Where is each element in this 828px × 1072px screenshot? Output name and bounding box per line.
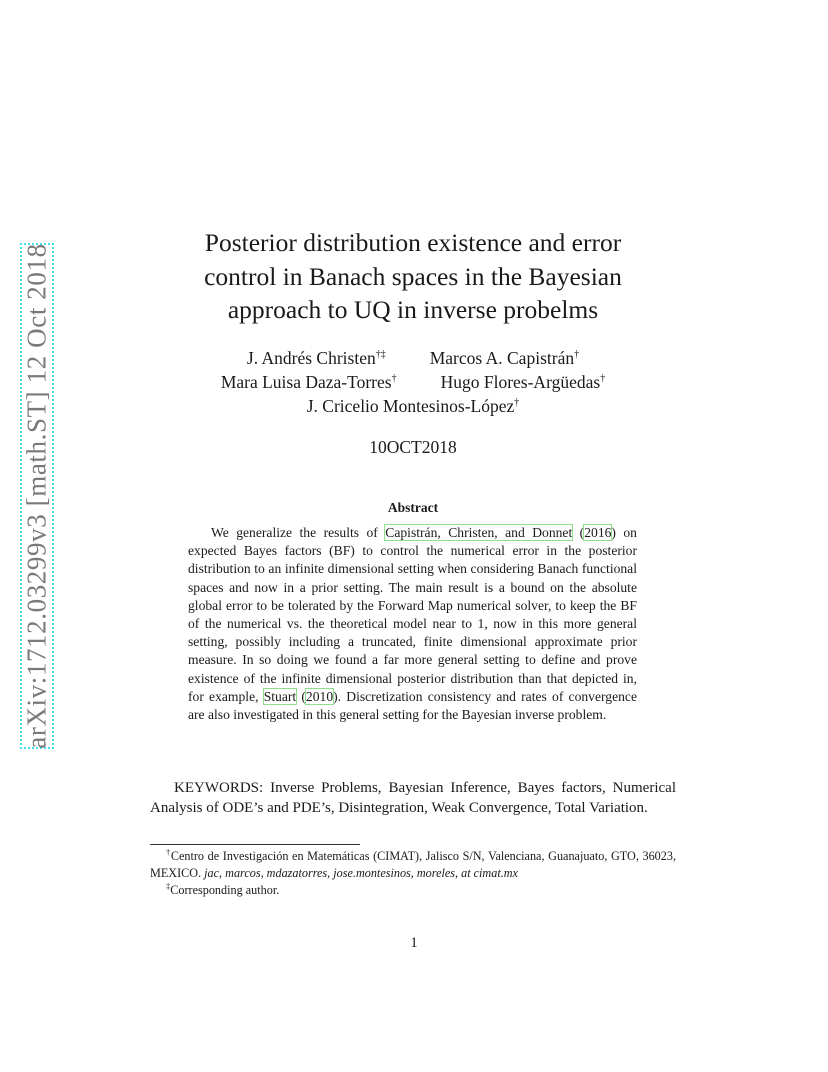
author: J. Cricelio Montesinos-López† bbox=[306, 396, 520, 416]
affiliation-marks: †‡ bbox=[375, 349, 386, 360]
paper-title bbox=[150, 226, 676, 327]
abstract-heading: Abstract bbox=[387, 500, 439, 515]
citation-year-link-2010[interactable]: 2010 bbox=[305, 688, 334, 704]
author-row-3 bbox=[150, 394, 676, 418]
arxiv-identifier[interactable]: arXiv:1712.03299v3 [math.ST] 12 Oct 2018 bbox=[21, 243, 52, 749]
citation-link-stuart[interactable]: Stuart bbox=[263, 688, 297, 704]
title-line-2: control in Banach spaces in the Bayesian bbox=[204, 261, 622, 291]
title-line-1: Posterior distribution existence and error bbox=[204, 228, 622, 257]
affiliation-marks: † bbox=[600, 373, 606, 384]
paper-date: 10OCT2018 bbox=[369, 437, 457, 457]
affiliation-marks: † bbox=[514, 397, 520, 408]
arxiv-side-stamp[interactable] bbox=[20, 243, 54, 749]
page-number: 1 bbox=[410, 935, 418, 951]
author-list bbox=[150, 346, 676, 418]
author: Hugo Flores-Argüedas† bbox=[440, 372, 606, 392]
author: Marcos A. Capistrán† bbox=[429, 348, 580, 368]
affiliation-marks: † bbox=[391, 373, 397, 384]
footnotes bbox=[150, 848, 676, 899]
author-row-2 bbox=[150, 370, 676, 394]
footnote-divider bbox=[150, 844, 360, 845]
citation-year-link-2016[interactable]: 2016 bbox=[584, 525, 612, 540]
footnote-corresponding: ‡Corresponding author. bbox=[166, 881, 280, 897]
footnote-affiliation: †Centro de Investigación en Matemáticas (CIMAT), Jalisco S/N, Valenciana, Guanajuato, GTO, 36023, MEXICO. jac, marcos, mdazatorres, jose.montesinos, moreles, at cimat.mx bbox=[150, 847, 677, 880]
author-row-1 bbox=[150, 346, 676, 370]
keywords: KEYWORDS: Inverse Problems, Bayesian Inference, Bayes factors, Numerical Analysis of ODE’s and PDE’s, Disintegration, Weak Convergence, Total Variation. bbox=[150, 780, 676, 816]
affiliation-marks: † bbox=[574, 349, 580, 360]
author-emails: jac, marcos, mdazatorres, jose.montesinos, moreles, at cimat.mx bbox=[204, 866, 518, 880]
citation-link-capistran[interactable]: Capistrán, Christen, and Donnet bbox=[385, 525, 573, 540]
author: Mara Luisa Daza-Torres† bbox=[220, 372, 397, 392]
title-line-3: approach to UQ in inverse probelms bbox=[227, 295, 599, 324]
abstract-body: We generalize the results of Capistrán, Christen, and Donnet (2016) on expected Bayes factors (BF) to control the numerical error in the posterior distribution to an infinite dimensional setting when considering Banach functional spaces and now in a prior setting. The main result is a bound on the absolute global error to be tolerated by the Forward Map numerical solver, to keep the BF of the numerical vs. the theoretical model near to 1, now in this more general setting, possibly including a truncated, finite dimensional approximate prior measure. In so doing we found a far more general setting to define and prove existence of the infinite dimensional posterior distribution than that depicted in, for example, Stuart (2010). Discretization consistency and rates of convergence are also investigated in this general setting for the Bayesian inverse problem. bbox=[188, 525, 637, 723]
author: J. Andrés Christen†‡ bbox=[246, 348, 386, 368]
